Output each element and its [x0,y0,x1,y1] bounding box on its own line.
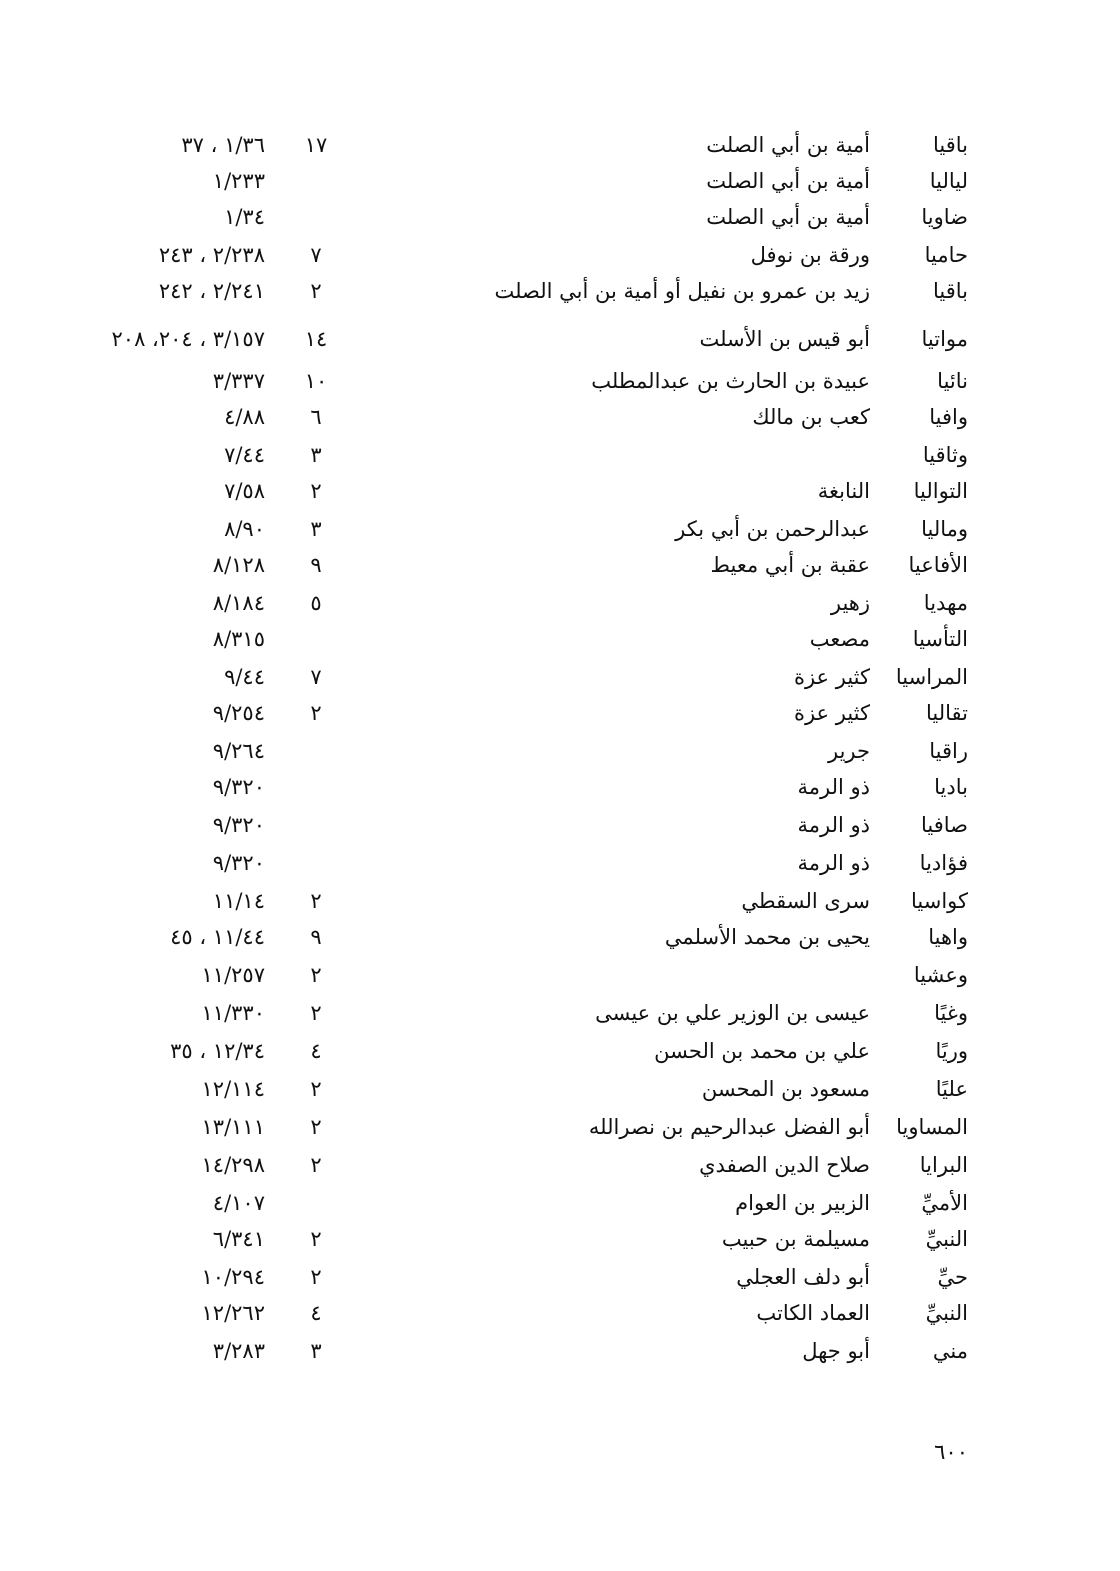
volume-page-reference: ١١/١٤ [212,889,265,913]
rhyme-word: باقيا [932,133,968,157]
verse-count: ٣ [310,443,322,467]
poet-name: أبو قيس بن الأسلت [699,327,870,351]
poet-name: زهير [830,591,870,615]
verse-count: ٥ [310,591,322,615]
index-row [0,1296,1120,1330]
index-row [0,238,1120,272]
index-row [0,958,1120,992]
rhyme-word: راقيا [929,739,968,763]
verse-count: ١٧ [304,133,328,157]
rhyme-word: واهيا [928,925,968,949]
index-row [0,996,1120,1030]
verse-count: ٢ [310,701,322,725]
verse-count: ٩ [310,553,322,577]
index-row [0,1072,1120,1106]
poet-name: العماد الكاتب [756,1301,870,1325]
verse-count: ٧ [310,243,322,267]
verse-count: ٣ [310,517,322,541]
verse-count: ٢ [310,1153,322,1177]
poet-name: علي بن محمد بن الحسن [654,1039,870,1063]
rhyme-word: التواليا [913,479,968,503]
volume-page-reference: ٣/٣٣٧ [212,369,265,393]
verse-count [298,1186,334,1220]
index-row [0,200,1120,234]
volume-page-reference: ٢/٢٣٨ ، ٢٤٣ [158,243,265,267]
index-row [0,512,1120,546]
volume-page-reference: ١/٣٤ [224,205,265,229]
verse-count: ٤ [310,1039,322,1063]
volume-page-reference: ٤/٨٨ [224,405,265,429]
volume-page-reference: ٩/٤٤ [224,665,265,689]
volume-page-reference: ٩/٢٦٤ [212,739,265,763]
verse-count [298,622,334,656]
rhyme-word: الأفاعيا [908,553,968,577]
rhyme-word: كواسيا [910,889,968,913]
poet-name: زيد بن عمرو بن نفيل أو أمية بن أبي الصلت [494,279,870,303]
volume-page-reference: ١/٣٦ ، ٣٧ [181,133,265,157]
verse-count: ٢ [310,1115,322,1139]
volume-page-reference: ١٢/٣٤ ، ٣٥ [170,1039,265,1063]
page-number: ٦٠٠ [934,1440,968,1464]
verse-count: ٢ [310,1077,322,1101]
rhyme-word: وعشيا [913,963,968,987]
volume-page-reference: ٨/١٨٤ [212,591,265,615]
rhyme-word: وريًا [935,1039,968,1063]
index-row [0,1222,1120,1256]
verse-count: ١٤ [304,327,328,351]
poet-name: ذو الرمة [797,775,870,799]
index-row [0,274,1120,308]
index-row [0,884,1120,918]
poet-name: ورقة بن نوفل [750,243,870,267]
index-row [0,846,1120,880]
index-row [0,1110,1120,1144]
index-row [0,1148,1120,1182]
index-row [0,164,1120,198]
index-row [0,808,1120,842]
rhyme-word: حاميا [924,243,968,267]
rhyme-word: البرايا [919,1153,968,1177]
index-row [0,770,1120,804]
verse-count: ٢ [310,1265,322,1289]
index-row [0,128,1120,162]
rhyme-word: وافيا [929,405,968,429]
volume-page-reference: ٣/٢٨٣ [212,1339,265,1363]
volume-page-reference: ٨/٩٠ [224,517,265,541]
rhyme-word: النبيِّ [925,1301,968,1325]
rhyme-word: صافيا [920,813,968,837]
poet-name: أمية بن أبي الصلت [706,205,870,229]
verse-count: ٤ [310,1301,322,1325]
volume-page-reference: ٩/٣٢٠ [212,851,265,875]
verse-count [298,200,334,234]
volume-page-reference: ١١/٢٥٧ [201,963,265,987]
verse-count: ٢ [310,279,322,303]
poet-name: أبو دلف العجلي [736,1265,870,1289]
volume-page-reference: ٩/٣٢٠ [212,775,265,799]
poet-name: عقبة بن أبي معيط [710,553,870,577]
rhyme-word: تقاليا [926,701,968,725]
poet-name: عبدالرحمن بن أبي بكر [675,517,870,541]
index-row [0,1186,1120,1220]
verse-count: ٧ [310,665,322,689]
index-row [0,586,1120,620]
index-row [0,920,1120,954]
index-row [0,322,1120,356]
poet-name: سرى السقطي [741,889,870,913]
poet-name: الزبير بن العوام [735,1191,870,1215]
rhyme-word: المساويا [896,1115,968,1139]
volume-page-reference: ٨/١٢٨ [212,553,265,577]
volume-page-reference: ٢/٢٤١ ، ٢٤٢ [158,279,265,303]
volume-page-reference: ٩/٣٢٠ [212,813,265,837]
volume-page-reference: ٤/١٠٧ [212,1191,265,1215]
verse-count [298,846,334,880]
volume-page-reference: ٧/٤٤ [224,443,265,467]
poet-name: أمية بن أبي الصلت [706,169,870,193]
verse-count [298,164,334,198]
poet-name: مسيلمة بن حبيب [721,1227,870,1251]
poet-name: يحيى بن محمد الأسلمي [664,925,870,949]
rhyme-word: مني [932,1339,968,1363]
rhyme-word: المراسيا [895,665,968,689]
verse-count: ٢ [310,479,322,503]
volume-page-reference: ١٠/٢٩٤ [201,1265,265,1289]
poet-name: أمية بن أبي الصلت [706,133,870,157]
poet-name: كعب بن مالك [752,405,870,429]
rhyme-word: مواتيا [921,327,968,351]
rhyme-word: وماليا [921,517,968,541]
rhyme-word: عليًا [935,1077,968,1101]
verse-count: ٦ [310,405,322,429]
index-row [0,1334,1120,1368]
verse-count: ٢ [310,963,322,987]
index-row [0,1034,1120,1068]
index-row [0,400,1120,434]
index-row [0,474,1120,508]
verse-count: ٩ [310,925,322,949]
poet-name: كثير عزة [793,665,870,689]
rhyme-word: النبيِّ [925,1227,968,1251]
volume-page-reference: ٣/١٥٧ ، ٢٠٤، ٢٠٨ [111,327,265,351]
volume-page-reference: ١١/٣٣٠ [201,1001,265,1025]
rhyme-word: حيِّ [937,1265,968,1289]
rhyme-word: وثاقيا [922,443,968,467]
verse-count: ١٠ [304,369,328,393]
volume-page-reference: ١٤/٢٩٨ [201,1153,265,1177]
verse-count: ٢ [310,1227,322,1251]
poet-name: النابغة [817,479,870,503]
poet-name: عبيدة بن الحارث بن عبدالمطلب [591,369,870,393]
volume-page-reference: ١/٢٣٣ [212,169,265,193]
rhyme-word: باديا [934,775,968,799]
verse-count: ٢ [310,889,322,913]
verse-count: ٢ [310,1001,322,1025]
rhyme-word: لياليا [929,169,968,193]
volume-page-reference: ٨/٣١٥ [212,627,265,651]
rhyme-word: نائيا [937,369,968,393]
verse-count [298,770,334,804]
volume-page-reference: ٦/٣٤١ [212,1227,265,1251]
volume-page-reference: ١٢/١١٤ [201,1077,265,1101]
index-row [0,734,1120,768]
index-row [0,438,1120,472]
rhyme-word: مهديا [923,591,968,615]
verse-count [298,808,334,842]
volume-page-reference: ٩/٢٥٤ [212,701,265,725]
rhyme-word: فؤاديا [919,851,968,875]
poet-name: صلاح الدين الصفدي [699,1153,870,1177]
rhyme-word: الأميِّ [921,1191,968,1215]
poet-name: أبو جهل [802,1339,870,1363]
index-row [0,660,1120,694]
volume-page-reference: ١٣/١١١ [201,1115,265,1139]
rhyme-word: ضاويا [921,205,968,229]
rhyme-word: وغيًا [934,1001,968,1025]
poet-name: جرير [828,739,870,763]
volume-page-reference: ١٢/٢٦٢ [201,1301,265,1325]
rhyme-word: باقيا [932,279,968,303]
poet-name: كثير عزة [793,701,870,725]
poet-name: مسعود بن المحسن [701,1077,870,1101]
verse-count: ٣ [310,1339,322,1363]
verse-count [298,734,334,768]
poet-name: ذو الرمة [797,851,870,875]
index-row [0,622,1120,656]
volume-page-reference: ٧/٥٨ [224,479,265,503]
index-row [0,548,1120,582]
index-row [0,696,1120,730]
index-row [0,1260,1120,1294]
poet-name: مصعب [809,627,870,651]
poet-name: ذو الرمة [797,813,870,837]
index-row [0,364,1120,398]
volume-page-reference: ١١/٤٤ ، ٤٥ [170,925,265,949]
poet-name: عيسى بن الوزير علي بن عيسى [595,1001,870,1025]
poet-name: أبو الفضل عبدالرحيم بن نصرالله [588,1115,870,1139]
rhyme-word: التأسيا [912,627,968,651]
